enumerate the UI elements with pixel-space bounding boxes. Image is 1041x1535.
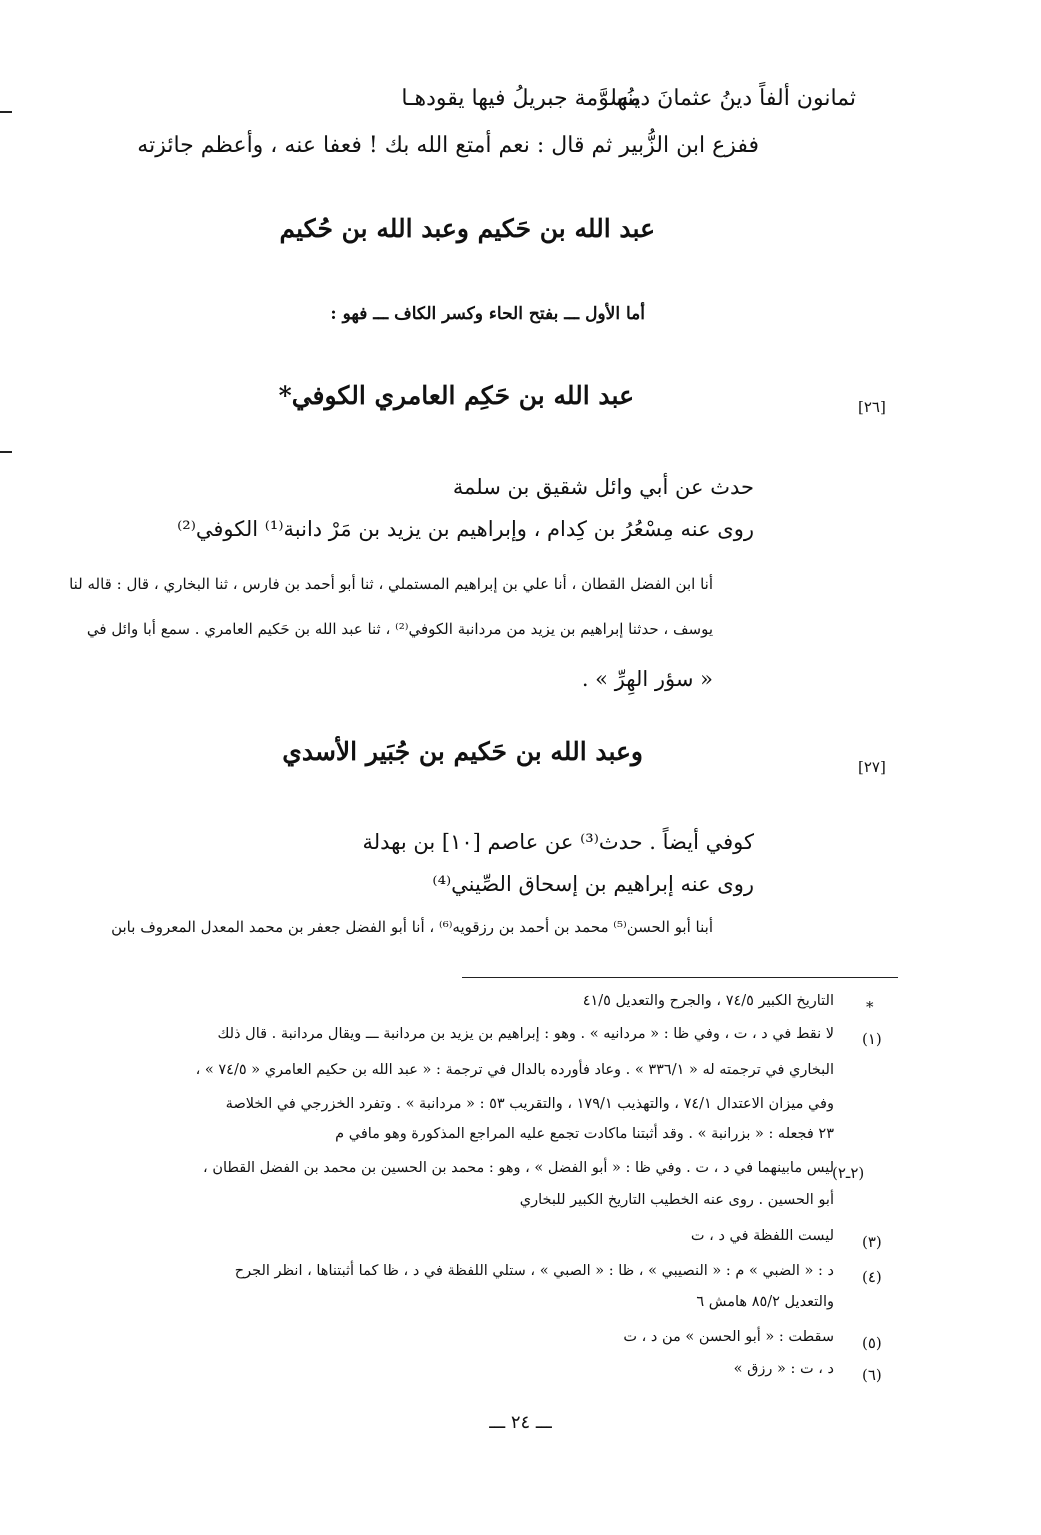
entry-title: عبد الله بن حَكِم العامري الكوفي* — [278, 381, 634, 410]
footnote-marker: (٤) — [862, 1268, 882, 1286]
entry-number: [٢٦] — [858, 398, 886, 416]
page-number: ـــ ٢٤ ـــ — [489, 1412, 552, 1433]
footnote-line: ليست اللفظة في د ، ت — [690, 1228, 834, 1244]
entry-isnad-line: « سؤر الهِرِّ » . — [581, 667, 713, 691]
entry-title: وعبد الله بن حَكيم بن جُبَير الأسدي — [282, 737, 643, 766]
footnote-line: ليس مابينهما في د ، ت . وفي ظا : « أبو الفضل » ، وهو : محمد بن الحسين بن محمد بن الفضل القطان ، — [203, 1160, 834, 1176]
entry-narration-line: روى عنه مِسْعُرُ بن كِدام ، وإبراهيم بن يزيد بن مَرْ دانبة⁽¹⁾ الكوفي⁽²⁾ — [177, 517, 754, 541]
entry-narration-line: حدث عن أبي وائل شقيق بن سلمة — [452, 475, 754, 499]
entry-number: [٢٧] — [858, 758, 886, 776]
margin-mark — [0, 111, 12, 113]
footnote-marker: (١) — [862, 1030, 882, 1048]
verse-line: ففزع ابن الزُّبير ثم قال : نعم أمتع الله بك ! فعفا عنه ، وأعظم جائزته — [137, 133, 759, 158]
footnote-line: ٢٣ فجعله : « بزرانبة » . وقد أثبتنا ماكادت تجمع عليه المراجع المذكورة وهو مافي م — [335, 1126, 834, 1142]
footnote-line: د ، ت : « رزق » — [733, 1361, 834, 1377]
footnote-line: التاريخ الكبير ٧٤/٥ ، والجرح والتعديل ٤١/٥ — [582, 993, 834, 1009]
section-subtitle: أما الأول ـــ بفتح الحاء وكسر الكاف ـــ فهو : — [330, 304, 645, 324]
entry-narration-line: كوفي أيضاً . حدث⁽³⁾ عن عاصم [١٠] بن بهدلة — [362, 830, 754, 854]
footnote-marker: (٣) — [862, 1233, 882, 1251]
footnote-marker: (٥) — [862, 1334, 882, 1352]
footnote-line: أبو الحسين . روى عنه الخطيب التاريخ الكبير للبخاري — [519, 1192, 834, 1208]
footnote-line: وفي ميزان الاعتدال ٧٤/١ ، والتهذيب ١٧٩/١ ، والتقريب ٥٣ : « مردانبة » . وتفرد الخزرجي في الخلاصة — [225, 1096, 834, 1112]
footnote-line: لا نقط في د ، ت ، وفي ظا : « مردانيه » . وهو : إبراهيم بن يزيد بن مردانبة ـــ ويقال مردانبة . قال ذلك — [217, 1026, 834, 1042]
footnote-line: سقطت : « أبو الحسن » من د ، ت — [623, 1329, 834, 1345]
entry-isnad-line: يوسف ، حدثنا إبراهيم بن يزيد من مردانبة الكوفي⁽²⁾ ، ثنا عبد الله بن حَكيم العامري . سمع أبا وائل في — [86, 620, 713, 638]
entry-narration-line: روى عنه إبراهيم بن إسحاق الصِّيني⁽⁴⁾ — [432, 872, 754, 896]
footnote-marker: (٦) — [862, 1366, 882, 1384]
verse-hemistich-left: مسوَّمة جبريلُ فيها يقودهـا — [401, 86, 641, 111]
section-title: عبد الله بن حَكيم وعبد الله بن حُكيم — [279, 214, 655, 243]
verse-hemistich-right: ثمانون ألفاً دينُ عثمانَ دينُها — [610, 86, 856, 111]
footnote-line: والتعديل ٨٥/٢ هامش ٦ — [696, 1294, 834, 1310]
footnote-line: البخاري في ترجمته له « ٣٣٦/١ » . وعاد فأورده بالدال في ترجمة : « عبد الله بن حكيم العامري « ٧٤/٥ » ، — [195, 1062, 834, 1078]
entry-isnad-line: أبنا أبو الحسن⁽⁵⁾ محمد بن أحمد بن رزقويه⁽⁶⁾ ، أنا أبو الفضل جعفر بن محمد المعدل المعروف بابن — [111, 918, 713, 936]
entry-isnad-line: أنا ابن الفضل القطان ، أنا علي بن إبراهيم المستملي ، ثنا أبو أحمد بن فارس ، ثنا البخاري ، قال : قاله لنا — [69, 575, 713, 593]
footnote-marker: (٢ـ٢) — [832, 1164, 865, 1182]
footnote-line: د : « الضبي » م : « النصيبي » ، ظا : « الصبي » ، ستلي اللفظة في د ، ظا كما أثبتناها ، انظر الجرح — [234, 1263, 834, 1279]
footnote-separator — [462, 977, 898, 978]
margin-mark — [0, 451, 12, 453]
footnote-marker: * — [866, 998, 874, 1016]
